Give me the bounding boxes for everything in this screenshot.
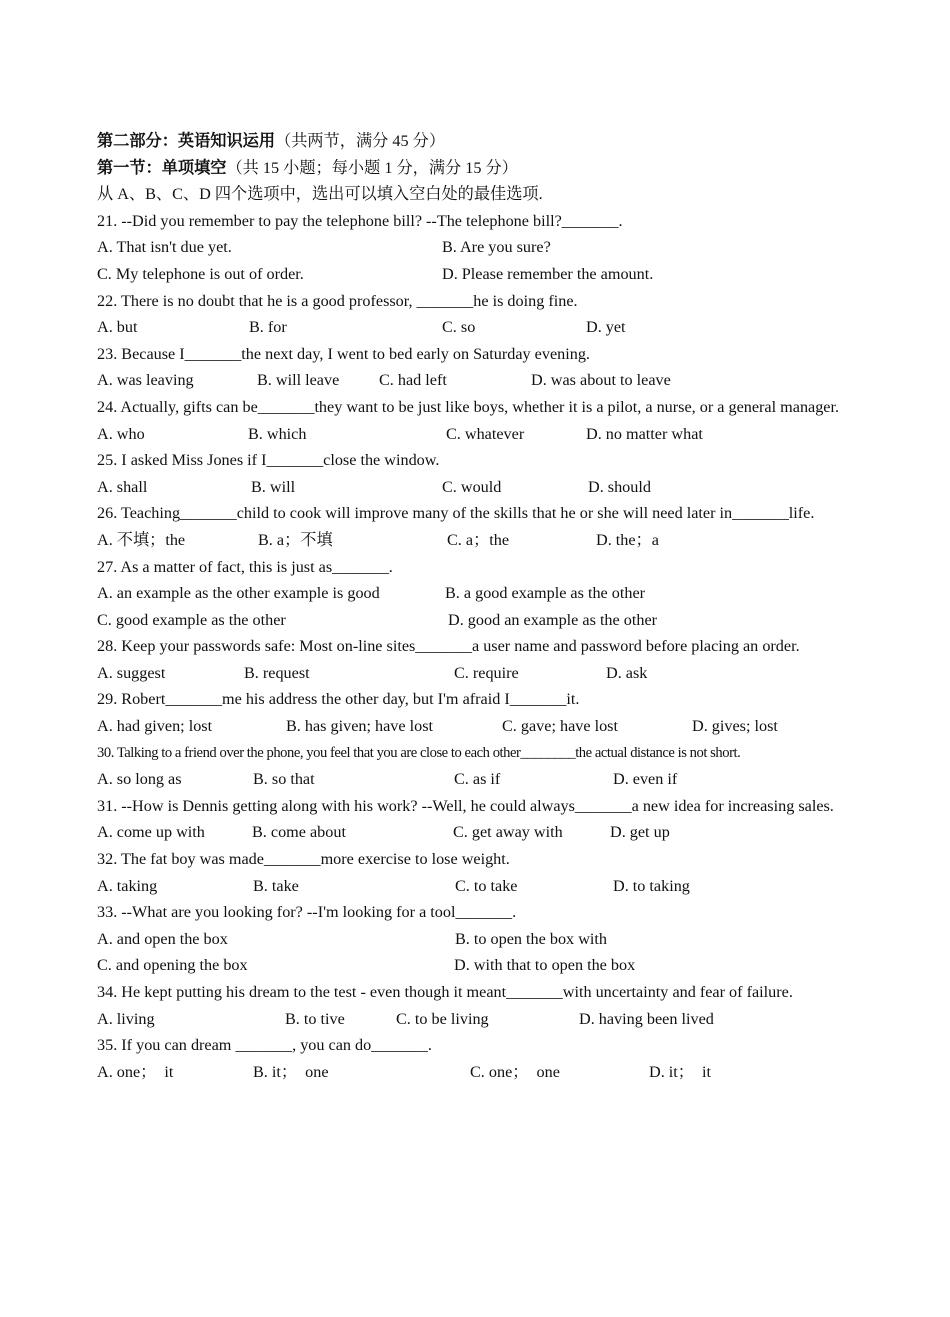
option-row <box>97 660 853 687</box>
option-c: C. to take <box>455 876 518 895</box>
option-row <box>97 873 853 900</box>
question-stem: 35. If you can dream _______, you can do_______. <box>97 1036 432 1055</box>
option-a: A. suggest <box>97 663 166 682</box>
option-a: A. shall <box>97 477 148 496</box>
option-a: A. one； it <box>97 1062 174 1081</box>
option-d: D. it； it <box>649 1062 712 1081</box>
option-b: B. so that <box>253 770 315 789</box>
option-d: D. should <box>588 477 651 496</box>
option-a: A. was leaving <box>97 371 194 390</box>
option-a: A. but <box>97 318 138 337</box>
option-a: A. come up with <box>97 823 205 842</box>
option-d: D. no matter what <box>586 424 703 443</box>
question-stem: 25. I asked Miss Jones if I_______close the window. <box>97 451 440 470</box>
option-b: B. a good example as the other <box>445 584 646 603</box>
option-b: B. Are you sure? <box>442 238 551 257</box>
option-d: D. to taking <box>613 876 690 895</box>
option-row <box>97 261 853 288</box>
option-a: A. taking <box>97 876 158 895</box>
option-row <box>97 314 853 341</box>
option-c: C. get away with <box>453 823 563 842</box>
question-stem: 33. --What are you looking for? --I'm looking for a tool_______. <box>97 903 517 922</box>
section-title: 第一节：单项填空 <box>97 158 227 177</box>
option-c: C. a；the <box>447 530 510 549</box>
option-row <box>97 474 853 501</box>
option-row <box>97 607 853 634</box>
option-a: A. That isn't due yet. <box>97 238 232 257</box>
option-c: C. one； one <box>470 1062 560 1081</box>
question-stem: 22. There is no doubt that he is a good professor, _______he is doing fine. <box>97 291 578 310</box>
question-stem: 24. Actually, gifts can be_______they want to be just like boys, whether it is a pilot, a nurse, or a general manager. <box>97 397 840 416</box>
question-stem: 30. Talking to a friend over the phone, you feel that you are close to each other________the actual distance is not short. <box>97 744 741 761</box>
option-row <box>97 421 853 448</box>
question-stem: 26. Teaching_______child to cook will improve many of the skills that he or she will need later in_______life. <box>97 504 815 523</box>
option-c: C. and opening the box <box>97 956 248 975</box>
option-b: B. take <box>253 876 299 895</box>
option-c: C. gave; have lost <box>502 717 618 736</box>
option-b: B. for <box>249 318 287 337</box>
part-heading <box>97 128 853 155</box>
option-b: B. come about <box>252 823 346 842</box>
option-d: D. good an example as the other <box>448 610 658 629</box>
option-b: B. which <box>248 424 307 443</box>
option-c: C. would <box>442 477 502 496</box>
option-a: A. and open the box <box>97 929 228 948</box>
option-b: B. a；不填 <box>258 530 333 549</box>
option-d: D. ask <box>606 663 648 682</box>
option-c: C. require <box>454 663 519 682</box>
question-stem: 21. --Did you remember to pay the telephone bill? --The telephone bill?_______. <box>97 211 623 230</box>
option-a: A. who <box>97 424 145 443</box>
option-c: C. so <box>442 318 476 337</box>
question-stem: 32. The fat boy was made_______more exercise to lose weight. <box>97 850 510 869</box>
question-stem: 27. As a matter of fact, this is just as_______. <box>97 557 393 576</box>
option-d: D. was about to leave <box>531 371 671 390</box>
option-b: B. has given; have lost <box>286 717 434 736</box>
option-row <box>97 367 853 394</box>
option-d: D. with that to open the box <box>454 956 636 975</box>
part-title: 第二部分：英语知识运用 <box>97 132 276 150</box>
section-note: （共 15 小题；每小题 1 分，满分 15 分） <box>226 158 518 177</box>
option-c: C. whatever <box>446 424 525 443</box>
option-a: A. had given; lost <box>97 717 213 736</box>
option-d: D. gives; lost <box>692 717 778 736</box>
option-c: C. to be living <box>396 1009 489 1028</box>
option-d: D. having been lived <box>579 1009 714 1028</box>
option-row <box>97 819 853 846</box>
question-stem: 28. Keep your passwords safe: Most on-line sites_______a user name and password before placing an order. <box>97 637 800 656</box>
option-c: C. My telephone is out of order. <box>97 264 304 283</box>
option-d: D. yet <box>586 318 626 337</box>
option-c: C. good example as the other <box>97 610 286 629</box>
option-c: C. as if <box>454 770 501 789</box>
option-c: C. had left <box>379 371 447 390</box>
option-d: D. the；a <box>596 530 659 549</box>
question-stem: 31. --How is Dennis getting along with his work? --Well, he could always_______a new idea for increasing sales. <box>97 796 834 815</box>
question-stem: 29. Robert_______me his address the other day, but I'm afraid I_______it. <box>97 690 580 709</box>
option-b: B. to tive <box>285 1009 345 1028</box>
option-row <box>97 527 853 554</box>
option-row <box>97 713 853 740</box>
option-d: D. get up <box>610 823 670 842</box>
question-stem: 34. He kept putting his dream to the test - even though it meant_______with uncertainty and fear of failure. <box>97 983 793 1001</box>
option-a: A. an example as the other example is good <box>97 584 380 603</box>
option-row <box>97 952 853 979</box>
exam-page <box>97 128 853 1085</box>
option-b: B. will <box>251 477 296 496</box>
question-stem: 23. Because I_______the next day, I went to bed early on Saturday evening. <box>97 344 590 363</box>
option-b: B. request <box>244 663 310 682</box>
option-row <box>97 1059 853 1086</box>
option-a: A. living <box>97 1009 155 1028</box>
option-row <box>97 766 853 793</box>
instruction: 从 A、B、C、D 四个选项中，选出可以填入空白处的最佳选项. <box>97 185 543 204</box>
option-a: A. 不填；the <box>97 530 186 549</box>
option-a: A. so long as <box>97 770 182 789</box>
option-b: B. will leave <box>257 371 340 390</box>
option-d: D. even if <box>613 770 678 789</box>
option-row <box>97 926 853 953</box>
section-heading <box>97 155 853 182</box>
option-row <box>97 580 853 607</box>
option-row <box>97 234 853 261</box>
option-b: B. it； one <box>253 1062 329 1081</box>
option-b: B. to open the box with <box>455 929 607 948</box>
option-d: D. Please remember the amount. <box>442 264 654 283</box>
option-row <box>97 1006 853 1033</box>
part-note: （共两节，满分 45 分） <box>275 132 446 150</box>
